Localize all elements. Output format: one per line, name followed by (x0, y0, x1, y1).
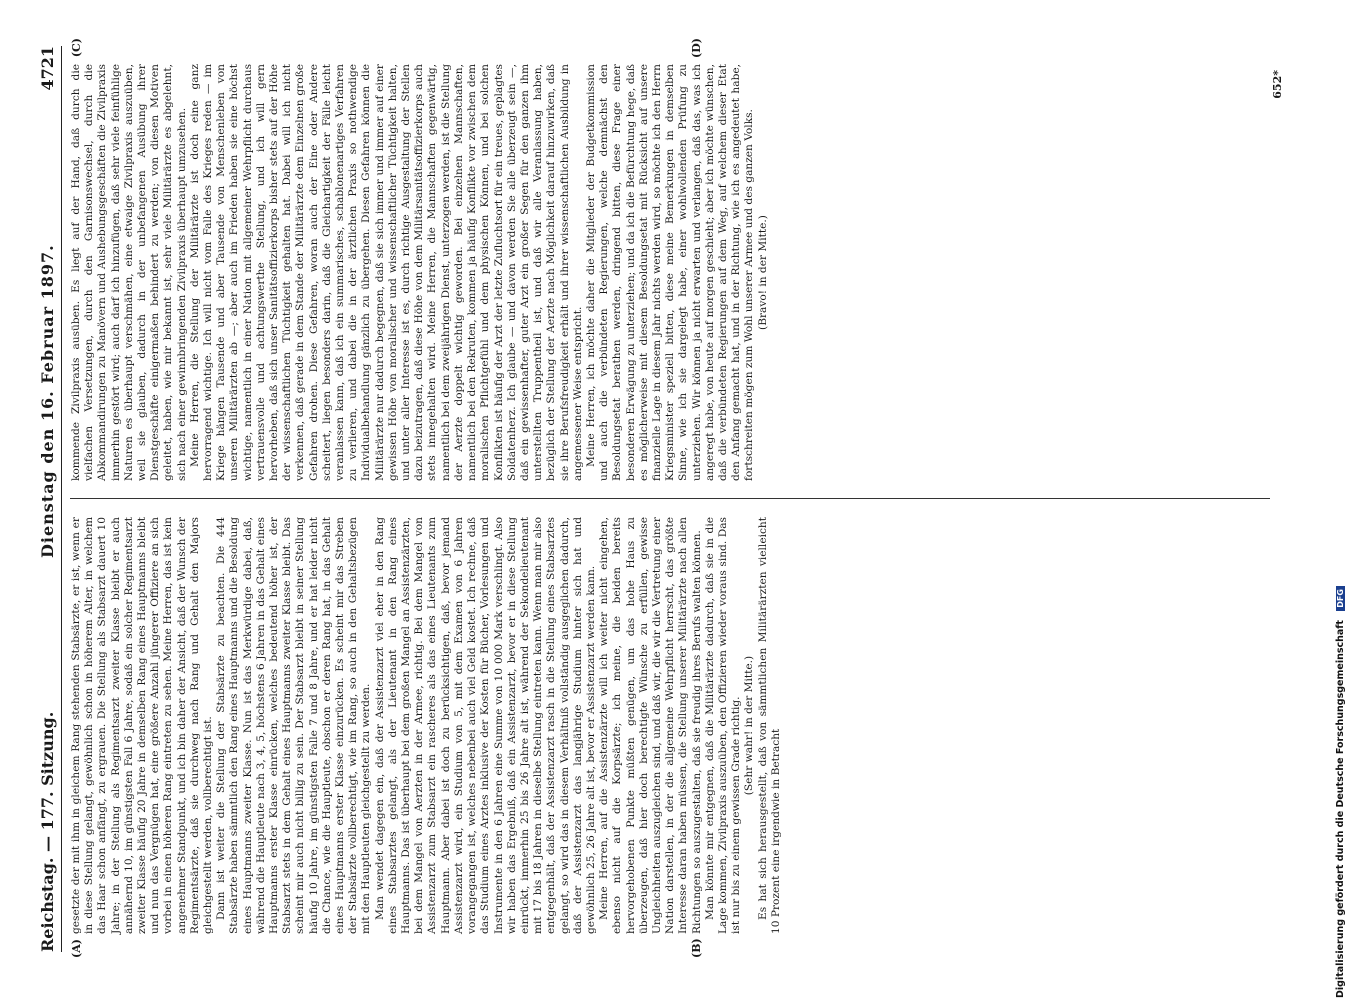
page-number: 4721 (38, 46, 57, 91)
paragraph: kommende Zivilpraxis ausüben. Es liegt auf der Hand, daß durch die vielfachen Versetzungen, durch den Garnisonswechsel, durch die Abkommandirungen zu Manövern und Aushebungsgeschäften die Zivilpraxis immerhin gestört wird; auch darf ich hinzufügen, daß sehr viele feinfühlige Naturen es überhaupt verschmähen, eine etwaige Zivilpraxis auszuüben, weil sie glauben, dadurch in der unbefangenen Ausübung ihrer Dienstgeschäfte einigermaßen behindert zu werden; von diesen Motiven geleitet, haben, wie mir bekannt ist, sehr viele Militärärzte es abgelehnt, sich nach einer gewinnbringenden Zivilpraxis überhaupt umzusehen. (70, 64, 188, 481)
digitization-notice (1335, 8, 1351, 998)
paragraph: Es hat sich herausgestellt, daß von sämmtlichen Militärärzten vielleicht 10 Prozent eine irgendwie in Betracht (756, 517, 782, 934)
paragraph: Meine Herren, die Stellung der Militärärzte ist doch eine ganz hervorragend wichtige. Ich will nicht vom Falle des Krieges reden — im Kriege hängen Tausende und aber Tausende von Menschenleben von unseren Militärärzten ab —; aber auch im Frieden haben sie eine höchst wichtige, namentlich in einer Nation mit allgemeiner Wehrpflicht durchaus vertrauensvolle und achtungswerthe Stellung, und ich will gern hervorheben, daß sich unser Sanitätsoffizierkorps bisher stets auf der Höhe der wissenschaftlichen Tüchtigkeit gehalten hat. Dabei will ich nicht verkennen, daß gerade in dem Stande der Militärärzte dem Einzelnen große Gefahren drohen. Diese Gefahren, woran auch der Eine oder Andere scheitert, liegen besonders darin, daß die Gleichartigkeit der Fälle leicht veranlassen kann, daß ich ein summarisches, schablonenartiges Verfahren zu verlieren, und dabei die in der ärztlichen Praxis so nothwendige Individualbehandlung gänzlich zu übergehen. Diesen Gefahren können die Militärärzte nur dadurch begegnen, daß sie sich immer und immer auf einer gewissen Höhe von moralischer und wissenschaftlicher Tüchtigkeit halten, und unter aller Interesse ist es, durch richtige Ausgestaltung der Stellen dazu beizutragen, daß diese Höhe von dem Militärsanitätsoffizierkorps auch stets innegehalten wird. Meine Herren, die Mannschaften gegenwärtig, namentlich bei dem zweijährigen Dienst, unterzogen werden, ist die Stellung der Aerzte doppelt wichtig geworden. Bei einzelnen Mannschaften, namentlich bei den Rekruten, kommen ja häufig Konflikte vor zwischen dem moralischen Pflichtgefühl und dem physischen Können, und bei solchen Konflikten ist häufig der Arzt der letzte Zufluchtsort für ein treues, geplagtes Soldatenherz. Ich glaube — und davon werden Sie alle überzeugt sein —, daß ein gewissenhafter, guter Arzt ein großer Segen für den ganzen ihm unterstellten Truppentheil ist, und daß wir alle Veranlassung haben, bezüglich der Stellung der Aerzte nach Möglichkeit darauf hinzuwirken, daß sie ihre Berufsfreudigkeit erhält und ihrer wissenschaftlichen Ausbildung in angemessener Weise entspricht. (188, 64, 584, 481)
margin-marker-c: (C) (70, 38, 83, 58)
header-date: Dienstag den 16. Februar 1897. (38, 244, 57, 558)
paragraph: Man könnte mir entgegnen, daß die Militärärzte dadurch, daß sie in die Lage kommen, Zivilpraxis auszuüben, den Offizieren wieder voraus sind. Das ist nur bis zu einem gewissen Grade richtig. (703, 517, 743, 934)
dfg-logo: DFG (1336, 586, 1345, 611)
digitization-text: Digitalisierung gefördert durch die Deutsche Forschungsgemeinschaft (1335, 620, 1346, 998)
interjection: (Sehr wahr! in der Mitte.) (743, 655, 756, 796)
header-left: Reichstag. — 177. Sitzung. (38, 711, 57, 952)
margin-marker-d: (D) (690, 38, 703, 58)
right-column (70, 46, 1270, 499)
rotated-page (28, 40, 1290, 958)
margin-marker-a: (A) (70, 939, 83, 958)
left-column (70, 499, 1270, 952)
paragraph: Meine Herren, auf die Assistenzärzte will ich weiter nicht eingehen, ebenso nicht auf die Korpsärzte; ich meine, die beiden bereits hervorgehobenen Punkte müßten genügen, um das hohe Haus zu überzeugen, daß hier doch berechtigte Wünsche zu erfüllen, gewisse Ungleichheiten auszugleichen sind, und daß wir, die wir die Vertretung einer Nation darstellen, in der die allgemeine Wehrpflicht herrscht, das größte Interesse daran haben müssen, die Stellung unserer Militärärzte nach allen Richtungen so auszugestalten, daß sie freudig ihres Berufs walten können. (598, 517, 703, 934)
paragraph: Meine Herren, ich möchte daher die Mitglieder der Budgetkommission und auch die verbündeten Regierungen, welche demnächst den Besoldungsetat berathen werden, dringend bitten, diese Frage einer besonderen Erwägung zu unterziehen; und da ich die Befürchtung hege, daß es möglicherweise mit diesem Besoldungsetat mit Rücksicht auf unsere finanzielle Lage in diesem Jahr nichts werden wird, so möchte ich den Herrn Kriegsminister speziell bitten, diese meine Bemerkungen in demselben Sinne, wie ich sie dargelegt habe, einer wohlwollenden Prüfung zu unterziehen. Wir können ja nicht erwarten und verlangen, daß das, was ich angeregt habe, von heute auf morgen geschieht; aber ich möchte wünschen, daß die verbündeten Regierungen auf dem Weg, auf welchem dieser Etat den Anfang gemacht hat, und in der Richtung, wie ich es angedeutet habe, fortschreiten mögen zum Wohl unserer Armee und des ganzen Volks. (584, 64, 756, 481)
interjection: (Bravo! in der Mitte.) (756, 215, 769, 330)
paragraph: Man wendet dagegen ein, daß der Assistenzarzt viel eher in den Rang eines Stabsarztes gelangt, als der Lieutenant in den Rang eines Hauptmanns. Das ist überhaupt bei dem großen Mangel an Assistenzärzten, bei dem Mangel von Aerzten in der Armee, richtig. Bei dem Mangel von Assistenzarzt zum Stabsarzt ein rascheres als das eines Lieutenants zum Hauptmann. Aber dabei ist doch zu berücksichtigen, daß, bevor jemand Assistenzarzt wird, ein Studium von 5, mit dem Examen von 6 Jahren vorangegangen ist, welches nebenbei auch viel Geld kostet. Ich rechne, daß das Studium eines Arztes inklusive der Kosten für Bücher, Vorlesungen und Instrumente in den 6 Jahren eine Summe von 10 000 Mark verschlingt. Also wir haben das Ergebniß, daß ein Assistenzarzt, bevor er in diese Stellung einrückt, immerhin 25 bis 26 Jahre alt ist, während der Sekondelieutenant mit 17 bis 18 Jahren in dieselbe Stellung eintreten kann. Wenn man mir also entgegenhält, daß der Assistenzarzt rasch in die Stellung eines Stabsarztes gelangt, so wird das in diesem Verhältniß vollständig ausgeglichen dadurch, daß der Assistenzarzt das langjährige Studium hinter sich hat und gewöhnlich 25, 26 Jahre alt ist, bevor er Assistenzarzt werden kann. (373, 517, 597, 934)
margin-marker-b: (B) (690, 938, 703, 958)
column-divider (70, 498, 1270, 499)
page-header (28, 46, 62, 952)
text-columns (70, 38, 1270, 958)
paragraph: gesetzte der mit ihm in gleichem Rang stehenden Stabsärzte, er ist, wenn er in diese Stellung gelangt, gewöhnlich schon in höherem Alter, in welchem das Haar schon anfängt, zu ergrauen. Die Stellung als Stabsarzt dauert 10 Jahre; in der Stellung als Regimentsarzt zweiter Klasse bleibt er auch annähernd 10, im günstigsten Fall 6 Jahre, sodaß ein solcher Regimentsarzt zweiter Klasse häufig 20 Jahre in demselben Rang eines Hauptmanns bleibt und nun das Vergnügen hat, eine größere Anzahl jüngerer Offiziere an sich vorbei in einen höheren Rang eintreten zu sehen. Meine Herren, das ist kein angenehmer Standpunkt, und ich bin daher der Ansicht, daß der Wunsch der Regimentsärzte, daß sie durchweg nach Rang und Gehalt den Majors gleichgestellt werden, vollberechtigt ist. (70, 517, 215, 934)
page-code: 652* (1271, 70, 1284, 99)
paragraph: Dann ist weiter die Stellung der Stabsärzte zu beachten. Die 444 Stabsärzte haben sämmtlich den Rang eines Hauptmanns und die Besoldung eines Hauptmanns zweiter Klasse. Nun ist das Merkwürdige dabei, daß, während die Hauptleute nach 3, 4, 5, höchstens 6 Jahren in das Gehalt eines Hauptmanns erster Klasse einrücken, welches bedeutend höher ist, der Stabsarzt stets in dem Gehalt eines Hauptmanns zweiter Klasse bleibt. Das scheint mir auch nicht billig zu sein. Der Stabsarzt bleibt in seiner Stellung häufig 10 Jahre, im günstigsten Falle 7 und 8 Jahre, und er hat leider nicht die Chance, wie die Hauptleute, obschon er deren Rang hat, in das Gehalt eines Hauptmanns erster Klasse einzurücken. Es scheint mir das Streben der Stabsärzte vollberechtigt, wie im Rang, so auch in den Gehaltsbezügen mit den Hauptleuten gleichgestellt zu werden. (215, 517, 373, 934)
